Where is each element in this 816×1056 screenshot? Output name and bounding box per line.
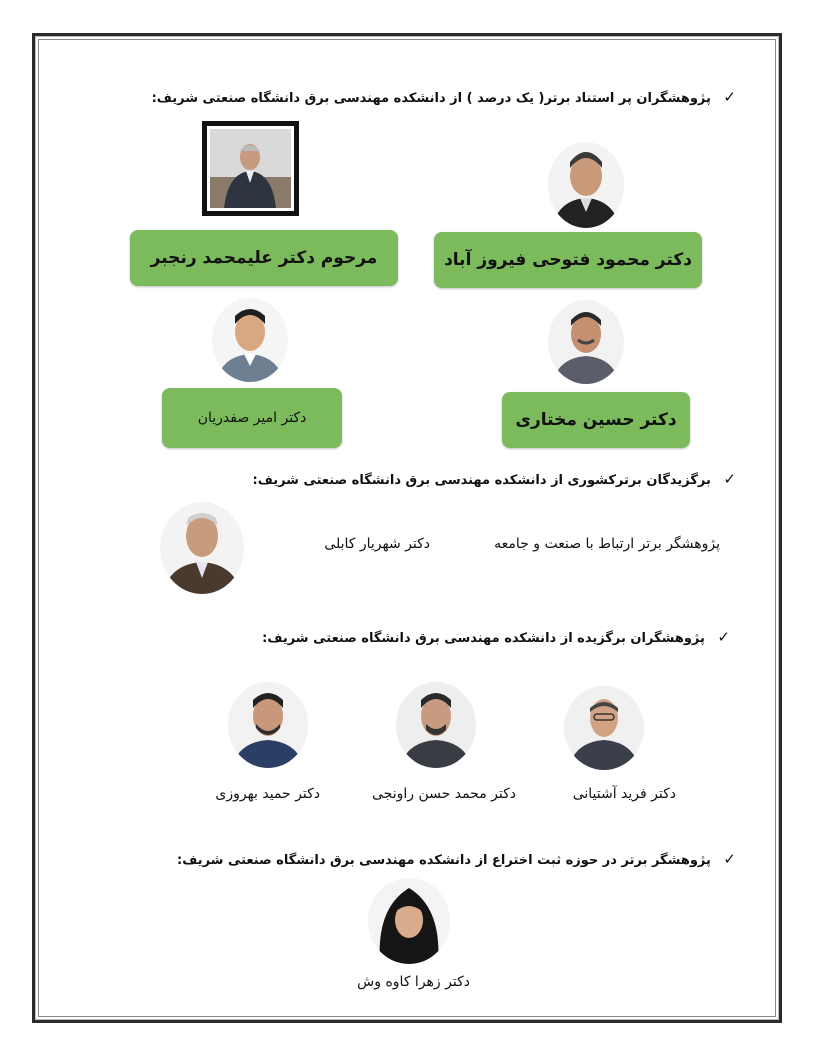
section-heading-national — [253, 470, 736, 488]
award-text: پژوهشگر برتر ارتباط با صنعت و جامعه — [494, 536, 720, 552]
section-heading-patent — [177, 850, 736, 868]
portrait-mokhtari — [548, 300, 624, 384]
name-text: دکتر امیر صفدریان — [197, 410, 307, 426]
portrait-fotuhi — [548, 142, 624, 228]
portrait-kaboli — [160, 502, 244, 594]
name-text: مرحوم دکتر علیمحمد رنجبر — [150, 248, 378, 268]
page-frame-inner — [38, 39, 776, 1017]
check-icon: ✓ — [723, 850, 736, 868]
check-icon: ✓ — [723, 470, 736, 488]
name-pill-fotuhi — [434, 232, 702, 288]
check-icon: ✓ — [717, 628, 730, 646]
portrait-kavehvash — [368, 878, 450, 964]
section-title: پژوهشگر برتر در حوزه ثبت اختراع از دانشکده مهندسی برق دانشگاه صنعتی شریف: — [177, 853, 711, 868]
name-pill-safdarian — [162, 388, 342, 448]
check-icon: ✓ — [723, 88, 736, 106]
name-text: دکتر حسین مختاری — [515, 410, 677, 430]
portrait-ranjbar — [202, 121, 299, 216]
name-pill-ranjbar — [130, 230, 398, 286]
name-text: دکتر محمود فتوحی فیروز آباد — [444, 250, 692, 270]
name-kavehvash: دکتر زهرا کاوه وش — [357, 974, 470, 990]
name-kaboli: دکتر شهریار کابلی — [324, 536, 430, 552]
name-behroozi: دکتر حمید بهروزی — [215, 786, 320, 802]
section-title: برگزیدگان برترکشوری از دانشکده مهندسی برق دانشگاه صنعتی شریف: — [252, 473, 711, 488]
name-pill-mokhtari — [502, 392, 690, 448]
portrait-behroozi — [228, 682, 308, 768]
section-title: پژوهشگران پر استناد برتر( یک درصد ) از دانشکده مهندسی برق دانشگاه صنعتی شریف: — [151, 91, 711, 106]
section-heading-top-cited — [152, 88, 736, 106]
portrait-ravanji — [396, 682, 476, 768]
portrait-safdarian — [212, 298, 288, 382]
section-heading-selected — [262, 628, 730, 646]
section-title: پژوهشگران برگزیده از دانشکده مهندسی برق دانشگاه صنعتی شریف: — [262, 631, 705, 646]
name-ashtiani: دکتر فرید آشتیانی — [572, 786, 676, 802]
portrait-ashtiani — [564, 686, 644, 770]
name-ravanji: دکتر محمد حسن راونجی — [372, 786, 516, 802]
